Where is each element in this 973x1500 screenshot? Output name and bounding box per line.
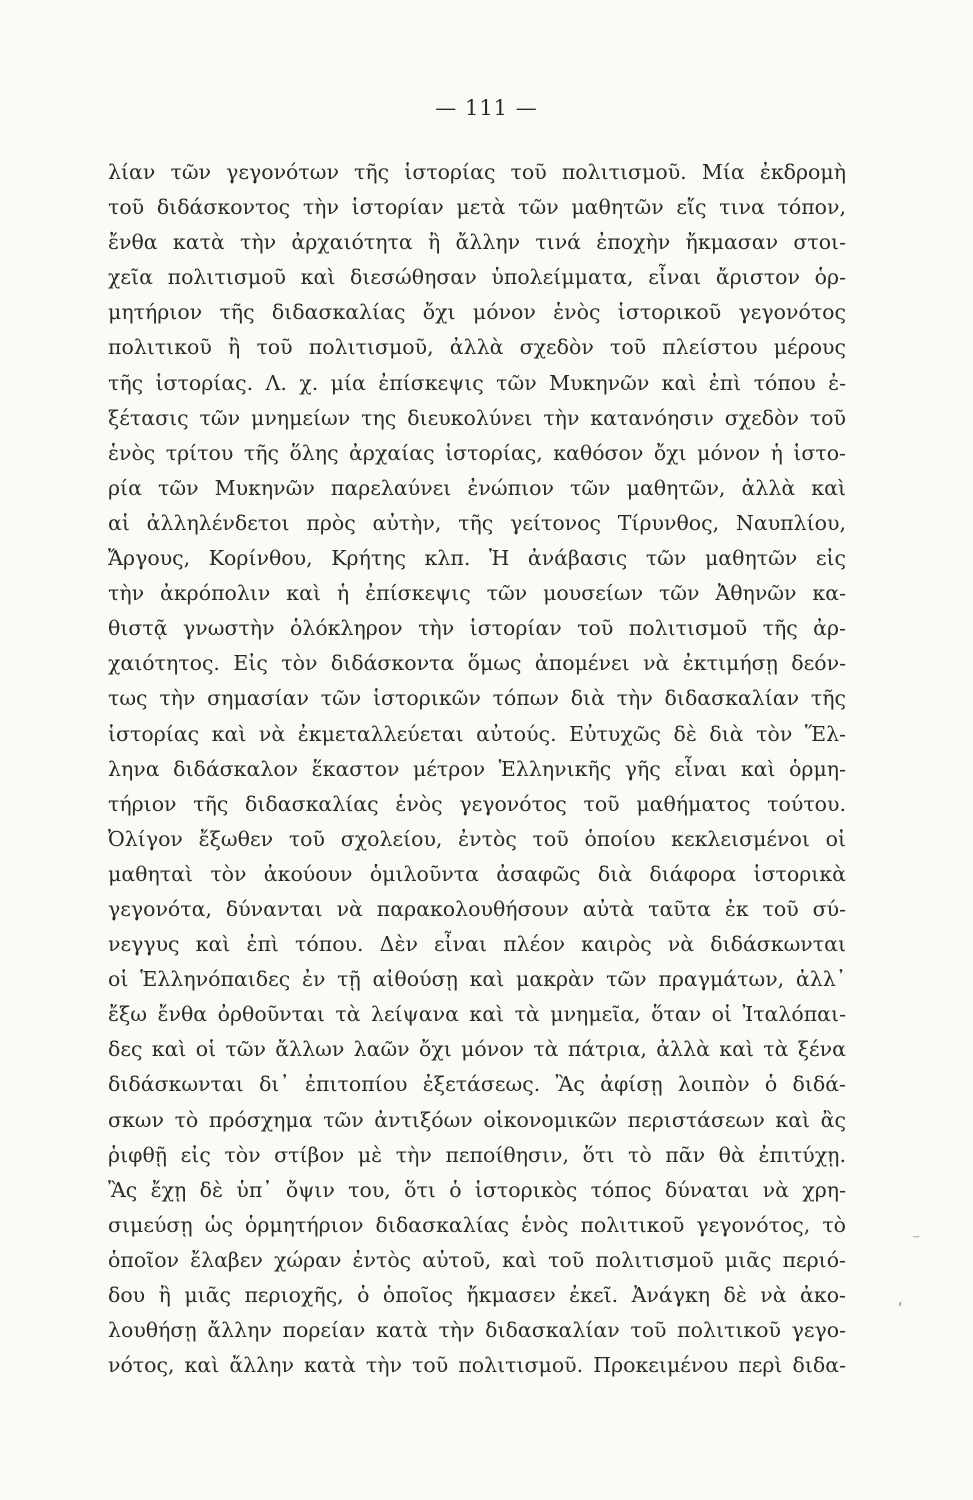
text-line: ἱστορίας καὶ νὰ ἐκμεταλλεύεται αὐτούς. Εὐτυχῶς δὲ διὰ τὸν Ἕλ- [108,721,846,746]
text-line: λουθήσῃ ἄλλην πορείαν κατὰ τὴν διδασκαλίαν τοῦ πολιτικοῦ γεγο- [108,1318,846,1343]
text-line: Ὀλίγον ἔξωθεν τοῦ σχολείου, ἐντὸς τοῦ ὁποίου κεκλεισμένοι οἱ [108,826,846,851]
text-line: ἑνὸς τρίτου τῆς ὅλης ἀρχαίας ἱστορίας, καθόσον ὄχι μόνον ἡ ἱστο- [108,440,846,465]
text-line: χαιότητος. Εἰς τὸν διδάσκοντα ὅμως ἀπομένει νὰ ἐκτιμήσῃ δεόν- [108,651,846,676]
body-text [108,155,846,1383]
text-line: νεγγυς καὶ ἐπὶ τόπου. Δὲν εἶναι πλέον καιρὸς νὰ διδάσκωνται [108,932,846,957]
text-line: τῆς ἱστορίας. Λ. χ. μία ἐπίσκεψις τῶν Μυκηνῶν καὶ ἐπὶ τόπου ἐ- [108,370,846,395]
page-number: — 111 — [435,96,538,120]
text-line: λίαν τῶν γεγονότων τῆς ἱστορίας τοῦ πολιτισμοῦ. Μία ἐκδρομὴ [108,160,846,184]
text-line: γεγονότα, δύνανται νὰ παρακολουθήσουν αὐτὰ ταῦτα ἐκ τοῦ σύ- [108,896,846,921]
text-line: σιμεύσῃ ὡς ὁρμητήριον διδασκαλίας ἑνὸς πολιτικοῦ γεγονότος, τὸ [108,1212,846,1237]
text-line: διδάσκωνται δι᾿ ἐπιτοπίου ἐξετάσεως. Ἂς ἀφίσῃ λοιπὸν ὁ διδά- [108,1072,846,1097]
text-line: Ἂς ἔχῃ δὲ ὑπ᾿ ὄψιν του, ὅτι ὁ ἱστορικὸς τόπος δύναται νὰ χρη- [108,1177,846,1202]
text-line: μητήριον τῆς διδασκαλίας ὄχι μόνον ἑνὸς ἱστορικοῦ γεγονότος [108,300,846,325]
text-line: σκων τὸ πρόσχημα τῶν ἀντιξόων οἰκονομικῶν περιστάσεων καὶ ἂς [108,1107,846,1132]
text-line: οἱ Ἑλληνόπαιδες ἐν τῇ αἰθούσῃ καὶ μακρὰν τῶν πραγμάτων, ἀλλ᾿ [108,967,846,992]
text-line: νότος, καὶ ἄλλην κατὰ τὴν τοῦ πολιτισμοῦ. Προκειμένου περὶ διδα- [108,1353,846,1378]
text-line: τήριον τῆς διδασκαλίας ἑνὸς γεγονότος τοῦ μαθήματος τούτου. [108,791,846,816]
text-line: δες καὶ οἱ τῶν ἄλλων λαῶν ὄχι μόνον τὰ πάτρια, ἀλλὰ καὶ τὰ ξένα [108,1037,846,1062]
text-line: τοῦ διδάσκοντος τὴν ἱστορίαν μετὰ τῶν μαθητῶν εἴς τινα τόπον, [108,195,846,220]
text-line: ἔξω ἔνθα ὀρθοῦνται τὰ λείψανα καὶ τὰ μνημεῖα, ὅταν οἱ Ἰταλόπαι- [108,1002,846,1027]
text-line: δου ἢ μιᾶς περιοχῆς, ὁ ὁποῖος ἤκμασεν ἐκεῖ. Ἀνάγκη δὲ νὰ ἀκο- [108,1283,846,1307]
text-line: ῥιφθῇ εἰς τὸν στίβον μὲ τὴν πεποίθησιν, ὅτι τὸ πᾶν θὰ ἐπιτύχῃ. [108,1142,846,1167]
text-line: ὁποῖον ἔλαβεν χώραν ἐντὸς αὐτοῦ, καὶ τοῦ πολιτισμοῦ μιᾶς περιό- [108,1247,846,1272]
text-line: ρία τῶν Μυκηνῶν παρελαύνει ἐνώπιον τῶν μαθητῶν, ἀλλὰ καὶ [108,475,846,500]
text-line: ληνα διδάσκαλον ἕκαστον μέτρον Ἑλληνικῆς γῆς εἶναι καὶ ὁρμη- [108,756,846,781]
text-line: μαθηταὶ τὸν ἀκούουν ὁμιλοῦντα ἀσαφῶς διὰ διάφορα ἱστορικὰ [108,861,846,886]
text-line: ἔνθα κατὰ τὴν ἀρχαιότητα ἢ ἄλλην τινά ἐποχὴν ἤκμασαν στοι- [108,230,846,255]
text-line: θιστᾷ γνωστὴν ὁλόκληρον τὴν ἱστορίαν τοῦ πολιτισμοῦ τῆς ἀρ- [108,616,846,641]
margin-mark: ⁻ [912,1230,921,1249]
text-line: Ἄργους, Κορίνθου, Κρήτης κλπ. Ἡ ἀνάβασις τῶν μαθητῶν εἰς [108,546,846,571]
text-line: τὴν ἀκρόπολιν καὶ ἡ ἐπίσκεψις τῶν μουσείων τῶν Ἀθηνῶν κα- [108,581,846,606]
text-line: πολιτικοῦ ἢ τοῦ πολιτισμοῦ, ἀλλὰ σχεδὸν τοῦ πλείστου μέρους [108,335,846,360]
text-line: χεῖα πολιτισμοῦ καὶ διεσώθησαν ὑπολείμματα, εἶναι ἄριστον ὁρ- [108,265,846,290]
text-line: αἱ ἀλληλένδετοι πρὸς αὐτὴν, τῆς γείτονος Τίρυνθος, Ναυπλίου, [108,510,846,535]
text-line: τως τὴν σημασίαν τῶν ἱστορικῶν τόπων διὰ τὴν διδασκαλίαν τῆς [108,686,846,711]
text-line: ξέτασις τῶν μνημείων της διευκολύνει τὴν κατανόησιν σχεδὸν τοῦ [108,405,846,430]
margin-mark: ʹ [898,1300,903,1319]
